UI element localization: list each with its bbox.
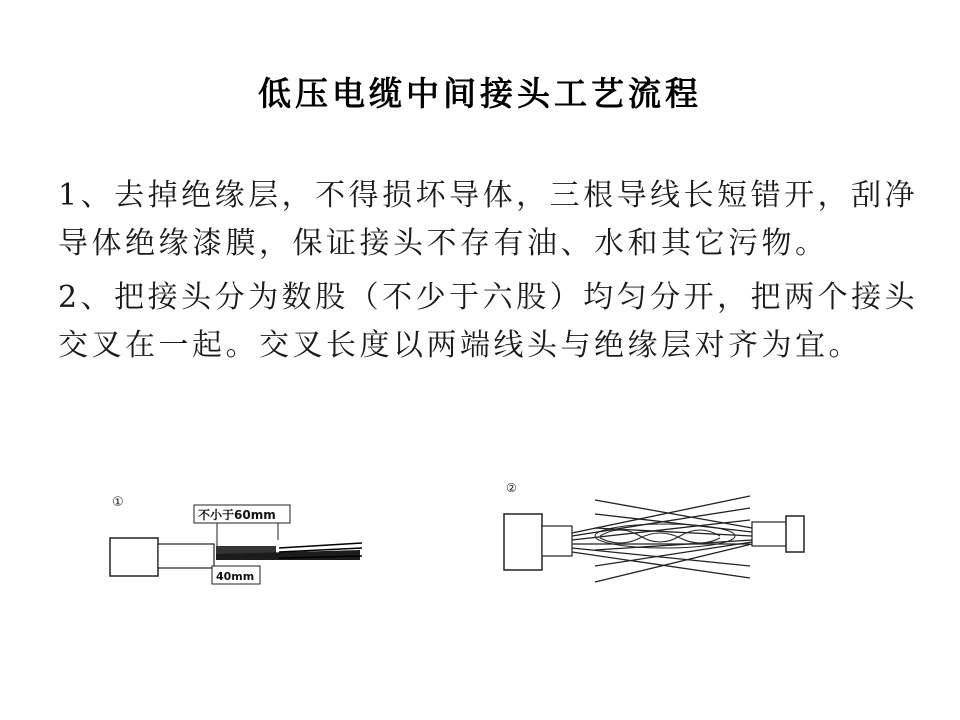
- steps-list: [58, 172, 938, 376]
- figure-1-stripped-cable: [104, 488, 370, 590]
- right-sheath: [786, 516, 804, 552]
- figure-2-number: ②: [506, 481, 517, 495]
- step-1-text: 1、去掉绝缘层，不得损坏导体，三根导线长短错开，刮净导体绝缘漆膜，保证接头不存有油、水和其它污物。: [58, 178, 919, 261]
- left-insulation: [542, 526, 572, 556]
- left-sheath: [504, 514, 542, 570]
- step-2-text: 2、把接头分为数股（不少于六股）均匀分开，把两个接头交叉在一起。交叉长度以两端线头与绝缘层对齐为宜。: [58, 280, 919, 363]
- figure-2-crossed-strands: [500, 478, 810, 594]
- insulation-length-label: 40mm: [216, 570, 255, 583]
- length-label: 不小于60mm: [198, 508, 276, 522]
- insulation-layer: [158, 544, 214, 568]
- outer-sheath: [110, 538, 158, 576]
- slide-title: 低压电缆中间接头工艺流程: [258, 74, 702, 113]
- figure-1-number: ①: [112, 495, 124, 510]
